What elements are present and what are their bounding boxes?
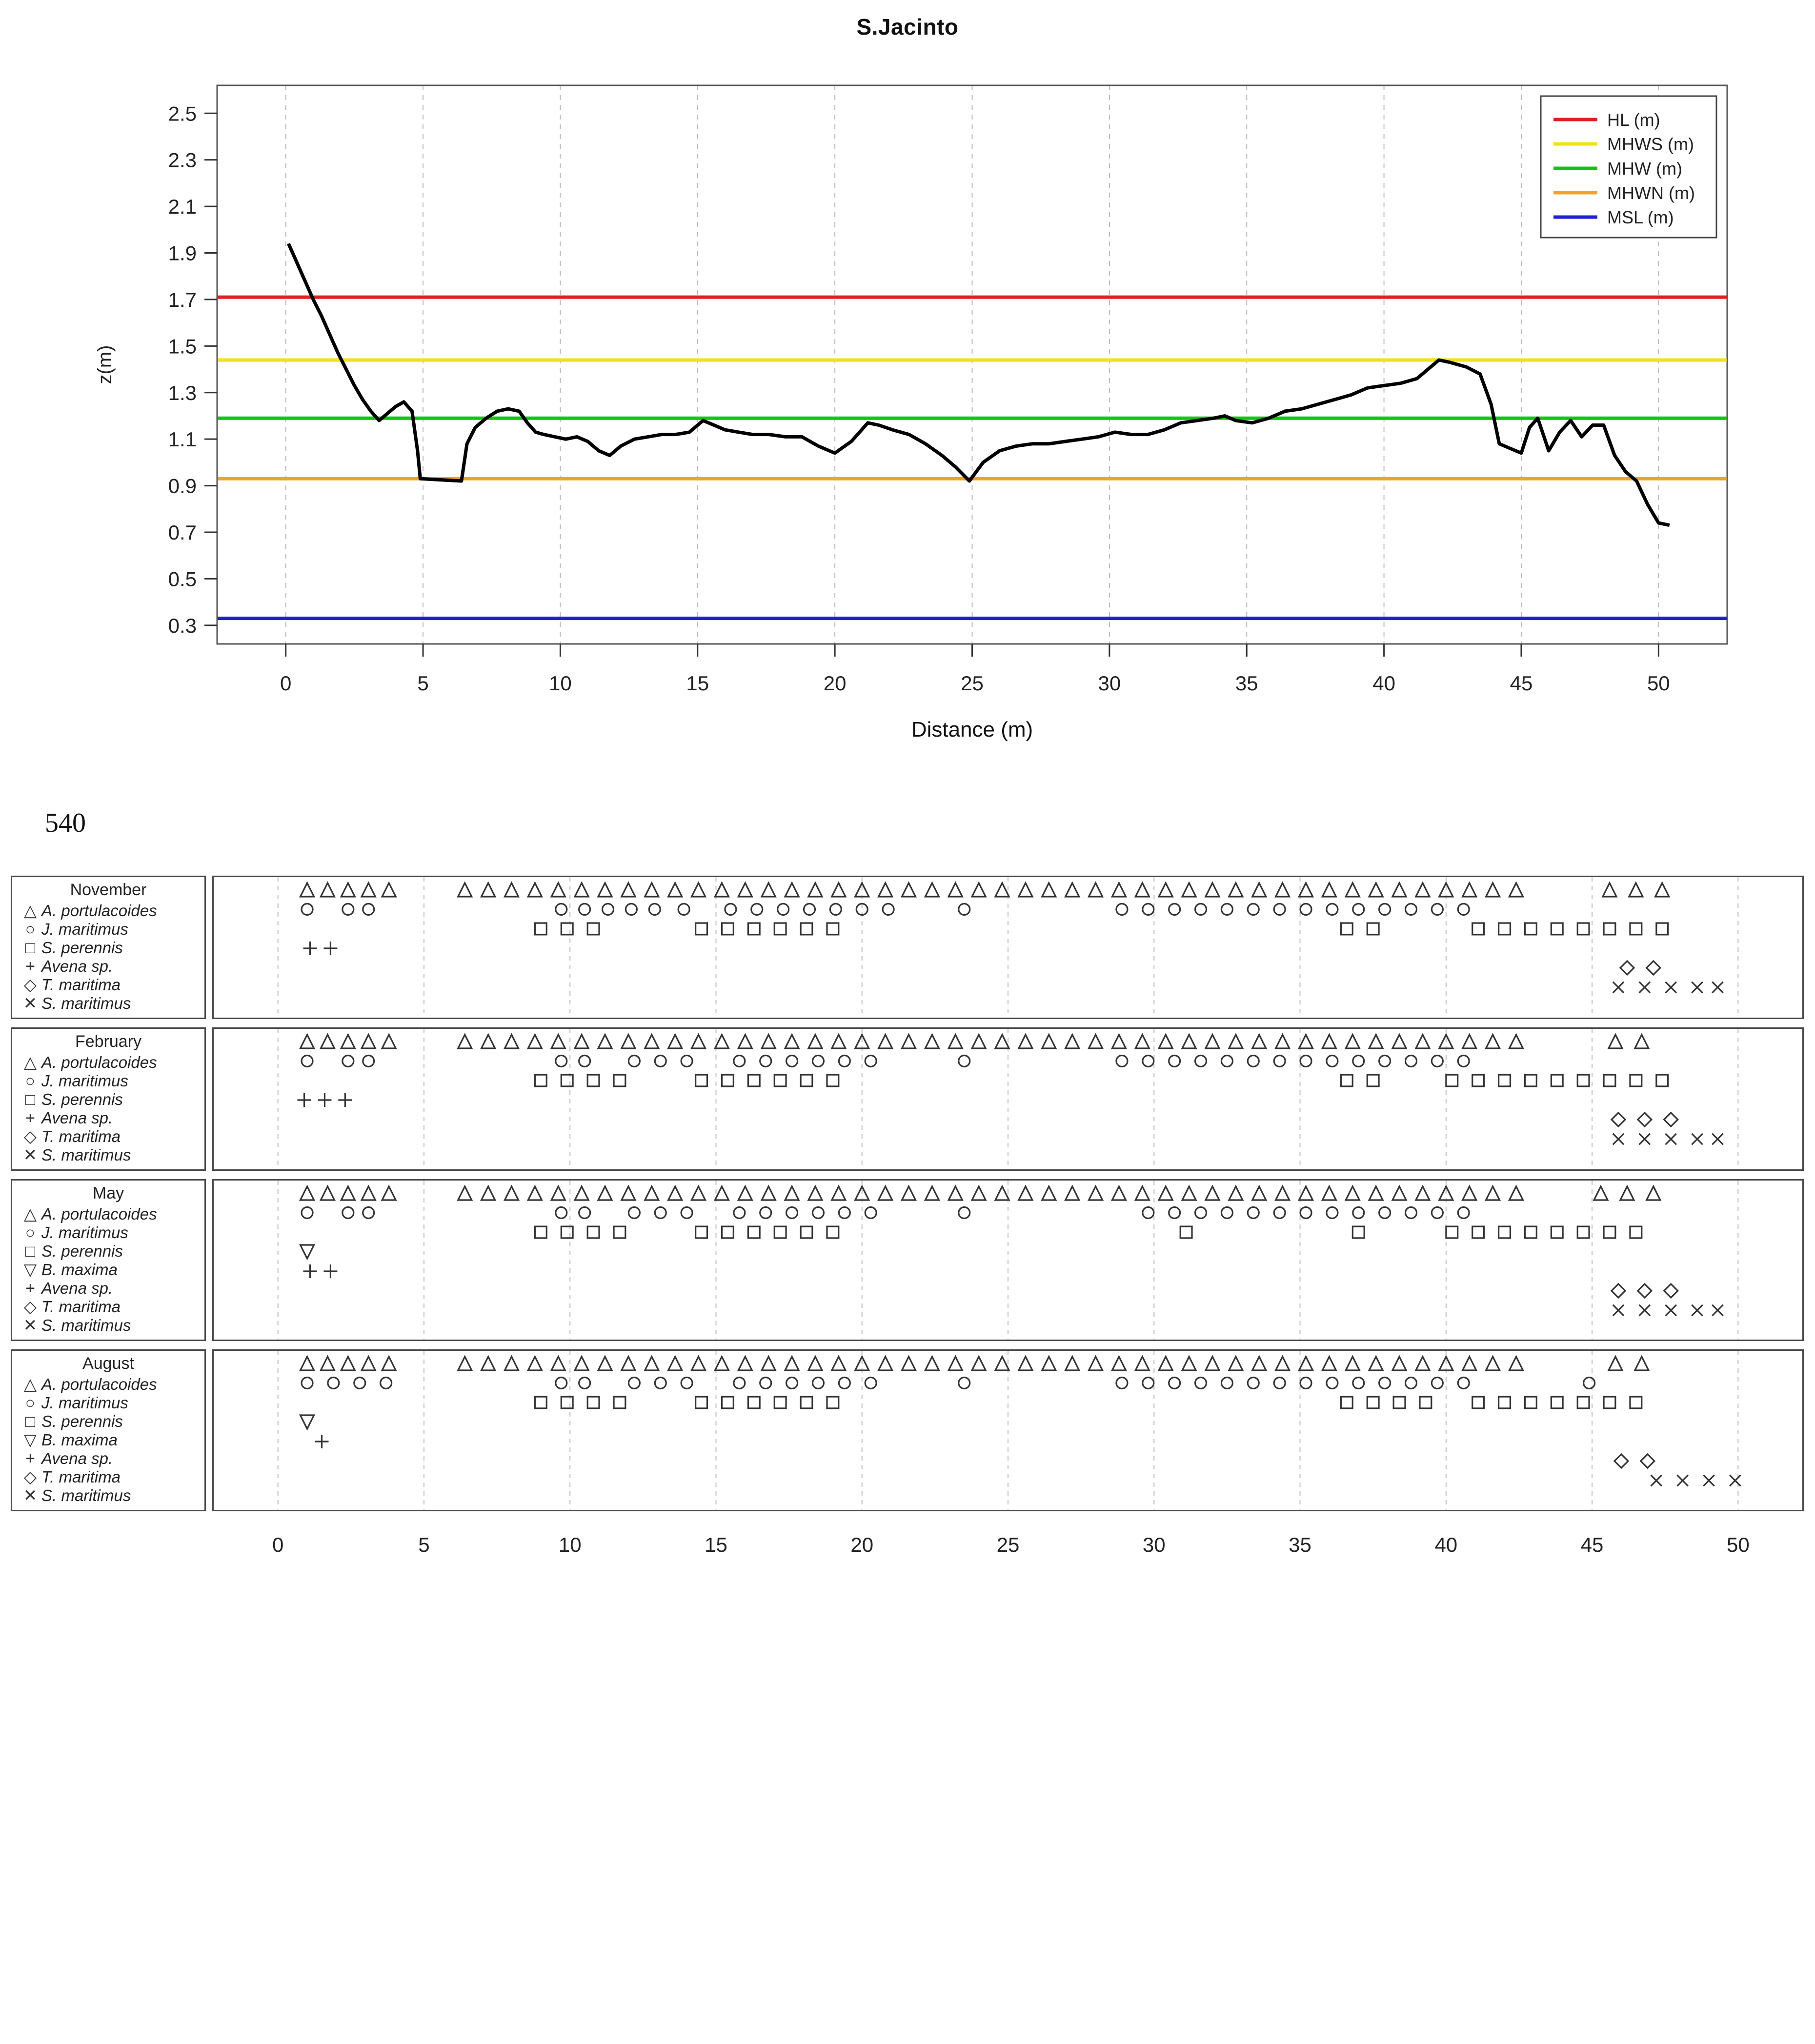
diamond-icon: ◇ xyxy=(23,1298,37,1316)
legend-species-name: B. maxima xyxy=(41,1261,118,1279)
svg-text:30: 30 xyxy=(1098,672,1121,695)
svg-text:2.5: 2.5 xyxy=(168,102,197,125)
svg-text:0: 0 xyxy=(280,672,292,695)
legend-species-name: Avena sp. xyxy=(41,1279,113,1297)
svg-text:MHW (m): MHW (m) xyxy=(1607,159,1682,179)
svg-text:45: 45 xyxy=(1580,1533,1604,1556)
species-row-triangle-up xyxy=(301,883,1669,897)
legend-species-name: Avena sp. xyxy=(41,1109,113,1127)
legend-entry-circle xyxy=(12,1072,204,1090)
panel-month-label: May xyxy=(92,1184,124,1202)
legend-species-name: S. perennis xyxy=(41,939,123,957)
svg-text:2.3: 2.3 xyxy=(168,148,197,172)
svg-text:50: 50 xyxy=(1647,672,1670,695)
svg-text:z(m): z(m) xyxy=(94,345,116,384)
legend-entry-cross xyxy=(12,994,204,1013)
species-row-square xyxy=(535,923,1668,935)
species-row-cross xyxy=(1613,982,1723,993)
panel-plot-august xyxy=(212,1349,1804,1511)
svg-text:Distance (m): Distance (m) xyxy=(911,718,1033,741)
species-row-circle xyxy=(302,904,1469,915)
legend-species-name: S. maritimus xyxy=(41,1146,131,1164)
svg-text:10: 10 xyxy=(549,672,572,695)
legend-species-name: A. portulacoides xyxy=(41,902,157,920)
panels-x-axis xyxy=(0,1522,1815,1565)
plus-icon: + xyxy=(25,1449,35,1468)
legend-entry-circle xyxy=(12,1394,204,1412)
square-icon: □ xyxy=(25,939,36,957)
legend-species-name: T. maritima xyxy=(41,1127,121,1145)
panel-symbols-svg xyxy=(214,877,1805,1018)
legend-entry-triangle-down xyxy=(12,1261,204,1279)
species-row-triangle-down xyxy=(301,1245,314,1259)
svg-text:25: 25 xyxy=(996,1533,1020,1556)
species-row-diamond xyxy=(1612,1113,1678,1126)
panel-legend-may xyxy=(11,1179,206,1341)
legend-entry-cross xyxy=(12,1316,204,1335)
legend-species-name: J. maritimus xyxy=(41,920,128,938)
legend-entry-diamond xyxy=(12,1468,204,1486)
circle-icon: ○ xyxy=(25,1223,36,1242)
legend-species-name: Avena sp. xyxy=(41,1449,113,1467)
panel-month-label: November xyxy=(70,881,147,899)
legend-entry-square xyxy=(12,1412,204,1431)
legend-species-name: Avena sp. xyxy=(41,957,113,975)
svg-text:0: 0 xyxy=(272,1533,284,1556)
panel-symbols-svg xyxy=(214,1029,1805,1169)
svg-text:30: 30 xyxy=(1142,1533,1166,1556)
svg-text:25: 25 xyxy=(961,672,984,695)
species-row-plus xyxy=(315,1435,328,1448)
legend-entry-circle xyxy=(12,1223,204,1242)
svg-text:20: 20 xyxy=(850,1533,874,1556)
cross-icon: ✕ xyxy=(23,1316,38,1335)
page-title: S.Jacinto xyxy=(856,14,959,40)
legend-entry-plus xyxy=(12,1279,204,1298)
legend-entry-diamond xyxy=(12,1127,204,1146)
legend-entry-triangle-up xyxy=(12,902,204,920)
circle-icon: ○ xyxy=(25,1072,36,1090)
square-icon: □ xyxy=(25,1090,36,1109)
legend-entry-square xyxy=(12,1242,204,1261)
triangle-up-icon: △ xyxy=(23,1053,37,1072)
svg-text:40: 40 xyxy=(1434,1533,1458,1556)
svg-text:10: 10 xyxy=(558,1533,582,1556)
species-row-cross xyxy=(1613,1134,1723,1144)
species-row-plus xyxy=(303,942,338,955)
legend-entry-cross xyxy=(12,1486,204,1505)
legend-species-name: S. perennis xyxy=(41,1412,123,1430)
legend-species-name: J. maritimus xyxy=(41,1394,128,1412)
elevation-profile-svg xyxy=(0,59,1815,820)
svg-text:1.5: 1.5 xyxy=(168,335,197,358)
legend-entry-square xyxy=(12,939,204,957)
svg-text:1.3: 1.3 xyxy=(168,381,197,404)
species-row-diamond xyxy=(1612,1284,1678,1298)
legend-species-name: B. maxima xyxy=(41,1431,118,1449)
cross-icon: ✕ xyxy=(23,1486,38,1505)
species-row-circle xyxy=(302,1207,1469,1219)
legend-species-name: T. maritima xyxy=(41,976,121,994)
panel-plot-february xyxy=(212,1027,1804,1171)
legend-species-name: A. portulacoides xyxy=(41,1375,157,1393)
species-distribution-panels xyxy=(0,876,1815,1520)
species-row-square xyxy=(535,1397,1641,1408)
panels-x-axis-svg xyxy=(0,1522,1815,1565)
cross-icon: ✕ xyxy=(23,1146,38,1164)
square-icon: □ xyxy=(25,1412,36,1431)
svg-text:35: 35 xyxy=(1289,1533,1311,1556)
svg-text:1.9: 1.9 xyxy=(168,241,197,265)
season-panel-may xyxy=(0,1179,1815,1341)
legend-entry-plus xyxy=(12,1449,204,1468)
svg-text:15: 15 xyxy=(705,1533,727,1556)
panel-legend-november xyxy=(11,876,206,1019)
legend-entry-cross xyxy=(12,1146,204,1164)
diamond-icon: ◇ xyxy=(23,1468,37,1486)
legend-species-name: A. portulacoides xyxy=(41,1053,157,1071)
legend-species-name: J. maritimus xyxy=(41,1072,128,1090)
legend-species-name: T. maritima xyxy=(41,1298,121,1316)
season-panel-november xyxy=(0,876,1815,1019)
species-row-plus xyxy=(298,1093,352,1107)
svg-text:1.7: 1.7 xyxy=(168,288,197,311)
elevation-profile-chart xyxy=(0,59,1815,820)
species-row-plus xyxy=(303,1264,338,1278)
svg-text:MHWN (m): MHWN (m) xyxy=(1607,183,1695,203)
species-row-circle xyxy=(302,1056,1469,1067)
panel-plot-may xyxy=(212,1179,1804,1341)
circle-icon: ○ xyxy=(25,920,36,939)
legend-entry-triangle-up xyxy=(12,1053,204,1072)
panel-legend-february xyxy=(11,1027,206,1171)
panel-symbols-svg xyxy=(214,1181,1805,1340)
svg-text:15: 15 xyxy=(686,672,709,695)
plus-icon: + xyxy=(25,1109,35,1127)
legend-entry-triangle-up xyxy=(12,1205,204,1223)
season-panel-august xyxy=(0,1349,1815,1511)
legend-entry-triangle-up xyxy=(12,1375,204,1394)
panel-month-label: August xyxy=(82,1354,134,1373)
legend-entry-square xyxy=(12,1090,204,1109)
species-row-square xyxy=(535,1075,1668,1086)
species-row-diamond xyxy=(1620,961,1660,975)
legend-species-name: T. maritima xyxy=(41,1468,121,1486)
legend-species-name: S. maritimus xyxy=(41,1316,131,1334)
svg-text:35: 35 xyxy=(1235,672,1258,695)
species-row-cross xyxy=(1613,1305,1723,1316)
diamond-icon: ◇ xyxy=(23,976,37,994)
circle-icon: ○ xyxy=(25,1394,36,1412)
svg-text:MHWS (m): MHWS (m) xyxy=(1607,134,1694,154)
panel-symbols-svg xyxy=(214,1351,1805,1510)
svg-text:45: 45 xyxy=(1510,672,1533,695)
season-panel-february xyxy=(0,1027,1815,1171)
diamond-icon: ◇ xyxy=(23,1127,37,1146)
species-row-square xyxy=(535,1226,1641,1238)
svg-text:HL (m): HL (m) xyxy=(1607,110,1660,130)
panel-legend-august xyxy=(11,1349,206,1511)
plus-icon: + xyxy=(25,957,35,976)
svg-text:0.3: 0.3 xyxy=(168,614,197,637)
legend-species-name: S. maritimus xyxy=(41,994,131,1012)
triangle-down-icon: ▽ xyxy=(23,1261,37,1279)
panel-plot-november xyxy=(212,876,1804,1019)
species-row-cross xyxy=(1651,1475,1741,1486)
panel-month-label: February xyxy=(75,1032,142,1051)
svg-text:5: 5 xyxy=(418,1533,430,1556)
legend-species-name: J. maritimus xyxy=(41,1223,128,1242)
svg-text:50: 50 xyxy=(1726,1533,1750,1556)
legend-entry-diamond xyxy=(12,976,204,994)
svg-text:1.1: 1.1 xyxy=(168,428,197,451)
svg-text:20: 20 xyxy=(823,672,847,695)
svg-text:5: 5 xyxy=(417,672,429,695)
square-icon: □ xyxy=(25,1242,36,1261)
page-number: 540 xyxy=(45,808,86,838)
legend-entry-triangle-down xyxy=(12,1431,204,1449)
legend-entry-diamond xyxy=(12,1298,204,1316)
legend-species-name: S. perennis xyxy=(41,1242,123,1260)
svg-text:40: 40 xyxy=(1372,672,1395,695)
legend-species-name: S. maritimus xyxy=(41,1486,131,1504)
svg-text:0.5: 0.5 xyxy=(168,567,197,591)
svg-text:MSL (m): MSL (m) xyxy=(1607,207,1674,227)
cross-icon: ✕ xyxy=(23,994,38,1013)
species-row-triangle-up xyxy=(301,1186,1660,1200)
svg-text:0.9: 0.9 xyxy=(168,474,197,498)
triangle-up-icon: △ xyxy=(23,1375,37,1394)
triangle-up-icon: △ xyxy=(23,1205,37,1223)
species-row-circle xyxy=(302,1378,1595,1389)
legend-entry-circle xyxy=(12,920,204,939)
triangle-down-icon: ▽ xyxy=(23,1431,37,1449)
legend-species-name: A. portulacoides xyxy=(41,1205,157,1223)
species-row-triangle-down xyxy=(301,1415,314,1429)
plus-icon: + xyxy=(25,1279,35,1298)
triangle-up-icon: △ xyxy=(23,902,37,920)
legend-species-name: S. perennis xyxy=(41,1090,123,1108)
svg-text:2.1: 2.1 xyxy=(168,195,197,219)
legend-entry-plus xyxy=(12,1109,204,1127)
legend-entry-plus xyxy=(12,957,204,976)
svg-text:0.7: 0.7 xyxy=(168,521,197,544)
species-row-diamond xyxy=(1614,1454,1654,1468)
